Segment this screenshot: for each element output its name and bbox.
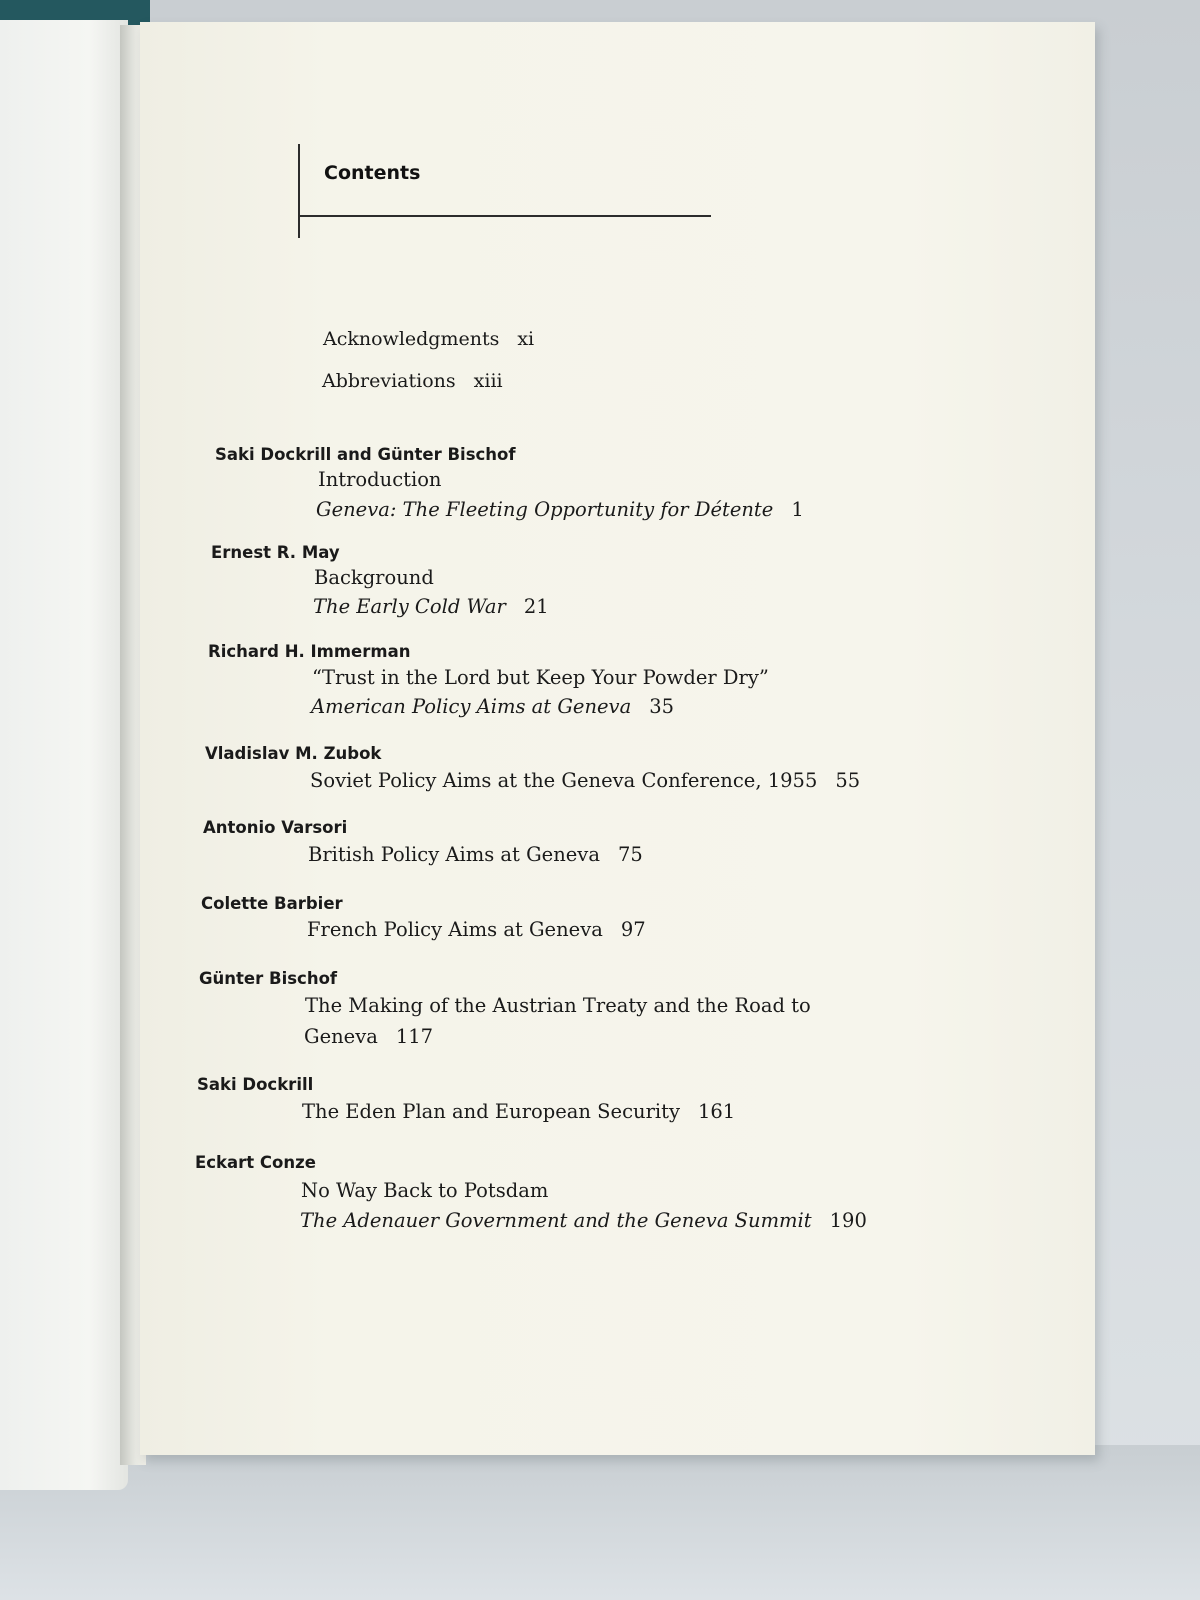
front-title: Acknowledgments <box>323 328 500 350</box>
heading-rule-horizontal <box>298 215 711 217</box>
front-title: Abbreviations <box>322 370 456 392</box>
toc-chapter-title: No Way Back to Potsdam <box>301 1179 549 1202</box>
title-text: Soviet Policy Aims at the Geneva Conference, 1955 <box>310 769 818 792</box>
title-text: The Eden Plan and European Security <box>302 1100 680 1123</box>
page-number: 55 <box>835 769 861 792</box>
page-number: 35 <box>649 695 675 718</box>
title-text: French Policy Aims at Geneva <box>307 918 603 941</box>
toc-chapter-title: The Making of the Austrian Treaty and the Road to <box>305 994 811 1017</box>
toc-author: Colette Barbier <box>201 894 343 913</box>
page-number: 21 <box>523 595 549 618</box>
toc-chapter-title <box>310 769 860 792</box>
subtitle-text: American Policy Aims at Geneva <box>311 695 632 718</box>
heading-rule-vertical <box>298 144 300 238</box>
toc-chapter-title-continued <box>304 1025 433 1048</box>
toc-author: Eckart Conze <box>195 1153 316 1172</box>
contents-page <box>140 22 1095 1455</box>
subtitle-text: The Adenauer Government and the Geneva Summit <box>300 1209 812 1232</box>
page-number: 117 <box>395 1025 434 1048</box>
toc-author: Antonio Varsori <box>203 818 348 837</box>
toc-author: Vladislav M. Zubok <box>205 744 382 763</box>
toc-front-abbreviations <box>322 370 503 392</box>
toc-chapter-subtitle <box>313 595 549 618</box>
toc-author: Richard H. Immerman <box>208 642 411 661</box>
title-text: Geneva <box>304 1025 378 1048</box>
toc-front-acknowledgments <box>323 328 534 350</box>
toc-chapter-title <box>307 918 646 941</box>
table-surface <box>0 1445 1200 1600</box>
toc-chapter-subtitle <box>316 498 804 521</box>
toc-chapter-title: Introduction <box>318 468 442 491</box>
page-number: 190 <box>829 1209 867 1232</box>
toc-chapter-title: “Trust in the Lord but Keep Your Powder Dry” <box>312 666 769 689</box>
toc-chapter-title <box>308 843 643 866</box>
toc-chapter-subtitle <box>300 1209 867 1232</box>
left-facing-page <box>0 20 128 1490</box>
page-number: 1 <box>791 498 804 521</box>
toc-author: Günter Bischof <box>199 969 338 988</box>
toc-chapter-title: Background <box>314 566 434 589</box>
toc-author: Saki Dockrill and Günter Bischof <box>215 445 516 464</box>
page-number: 75 <box>617 843 643 866</box>
page-number: 97 <box>620 918 646 941</box>
subtitle-text: Geneva: The Fleeting Opportunity for Détente <box>316 498 774 521</box>
title-text: British Policy Aims at Geneva <box>308 843 600 866</box>
toc-author: Saki Dockrill <box>197 1075 314 1094</box>
front-page-number: xi <box>517 328 535 350</box>
toc-chapter-subtitle <box>311 695 674 718</box>
page-heading: Contents <box>324 162 421 184</box>
toc-author: Ernest R. May <box>211 543 340 562</box>
toc-chapter-title <box>302 1100 735 1123</box>
front-page-number: xiii <box>473 370 503 392</box>
page-number: 161 <box>697 1100 736 1123</box>
subtitle-text: The Early Cold War <box>313 595 506 618</box>
